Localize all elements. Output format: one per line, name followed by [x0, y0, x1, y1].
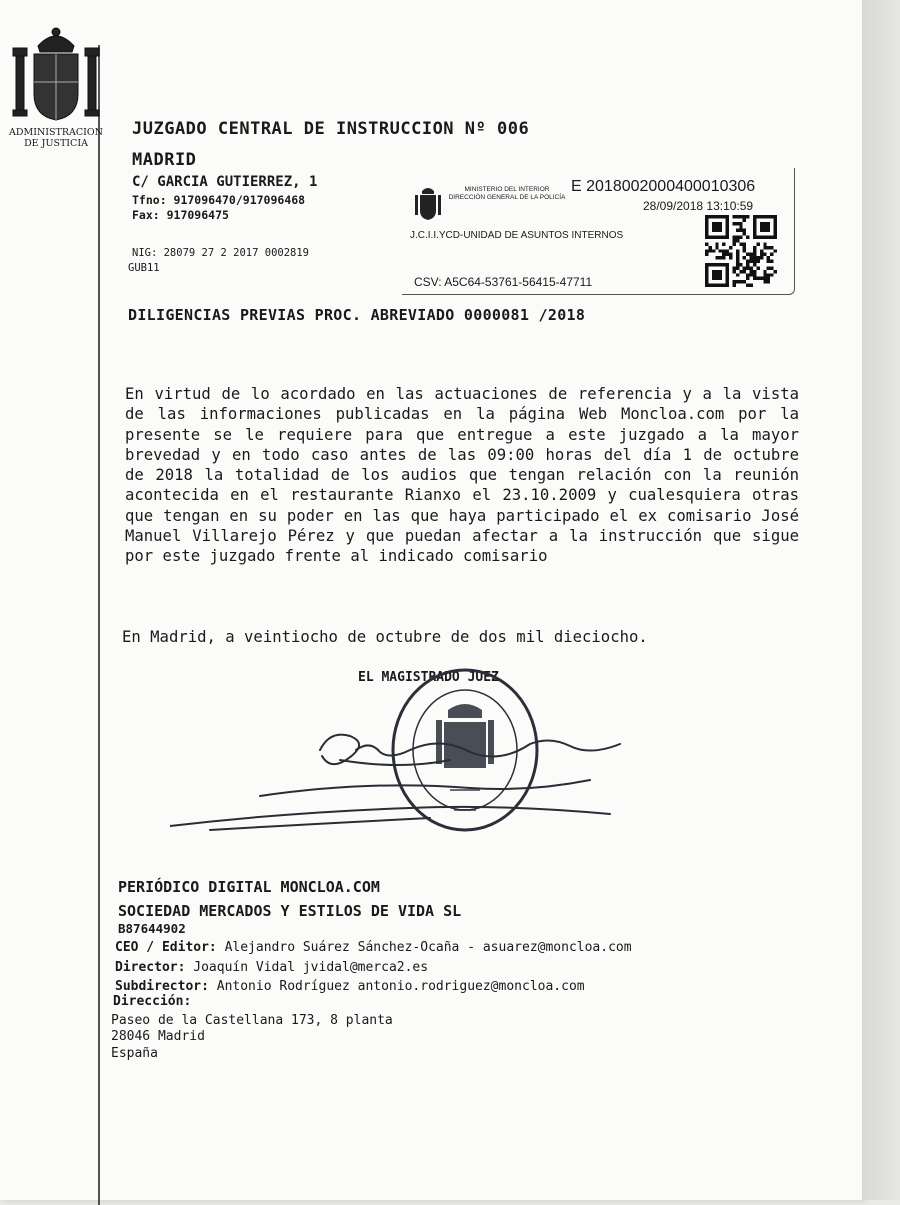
- spanish-crest-icon: [10, 24, 102, 126]
- handwritten-signature: [170, 700, 630, 840]
- csv-code: CSV: A5C64-53761-56415-47711: [414, 275, 593, 289]
- address-label: Dirección:: [113, 994, 192, 1009]
- ceo-line: [115, 940, 632, 955]
- court-name: JUZGADO CENTRAL DE INSTRUCCION Nº 006: [132, 119, 530, 139]
- qr-code-icon: [704, 215, 778, 287]
- court-address: C/ GARCIA GUTIERREZ, 1: [132, 174, 318, 190]
- procedure-reference: DILIGENCIAS PREVIAS PROC. ABREVIADO 0000081 /2018: [128, 306, 586, 324]
- subdirector-value: Antonio Rodríguez antonio.rodriguez@moncloa.com: [208, 979, 585, 994]
- recipient-tax-id: B87644902: [118, 921, 186, 936]
- address-street: Paseo de la Castellana 173, 8 planta: [111, 1013, 393, 1028]
- margin-rule: [98, 45, 100, 1205]
- gub-code: GUB11: [128, 262, 160, 274]
- ministry-label: MINISTERIO DEL INTERIOR DIRECCIÓN GENERAL DE LA POLICÍA: [448, 186, 566, 201]
- address-country: España: [111, 1046, 158, 1061]
- ceo-label: CEO / Editor:: [115, 940, 217, 955]
- place-and-date: En Madrid, a veintiocho de octubre de dos mil dieciocho.: [122, 628, 648, 646]
- page-edge-shadow: [862, 0, 900, 1200]
- subdirector-line: [115, 979, 585, 994]
- director-value: Joaquín Vidal jvidal@merca2.es: [185, 960, 429, 975]
- court-phone: Tfno: 917096470/917096468: [132, 193, 306, 207]
- court-fax: Fax: 917096475: [132, 208, 229, 222]
- entry-id: E 2018002000400010306: [571, 178, 756, 195]
- body-paragraph: En virtud de lo acordado en las actuaciones de referencia y a la vista de las informaciones publicadas en la página Web Moncloa.com por la presente se le requiere para que entregue a este juzgado a la mayor brevedad y en todo caso antes de las 09:00 horas del día 1 de octubre de 2018 la totalidad de los audios que tengan relación con la reunión acontecida en el restaurante Rianxo el 23.10.2009 y cualesquiera otras que tengan en su poder en las que haya participado el ex comisario José Manuel Villarejo Pérez y que puedan afectar a la instrucción que sigue por este juzgado frente al indicado comisario: [125, 385, 799, 566]
- address-postal: 28046 Madrid: [111, 1029, 205, 1044]
- administration-label: ADMINISTRACION DE JUSTICIA: [8, 127, 103, 149]
- nig-number: NIG: 28079 27 2 2017 0002819: [132, 247, 310, 259]
- director-label: Director:: [115, 960, 186, 975]
- court-city: MADRID: [132, 150, 197, 170]
- entry-date: 28/09/2018 13:10:59: [643, 199, 754, 213]
- receiving-unit: J.C.I.I.YCD-UNIDAD DE ASUNTOS INTERNOS: [410, 230, 624, 241]
- signatory-title: EL MAGISTRADO JUEZ: [358, 670, 499, 685]
- ceo-value: Alejandro Suárez Sánchez-Ocaña - asuarez@moncloa.com: [216, 940, 632, 955]
- recipient-company: SOCIEDAD MERCADOS Y ESTILOS DE VIDA SL: [118, 902, 462, 920]
- recipient-name: PERIÓDICO DIGITAL MONCLOA.COM: [118, 878, 380, 896]
- subdirector-label: Subdirector:: [115, 979, 209, 994]
- director-line: [115, 960, 428, 975]
- ministry-crest-icon: [414, 185, 442, 221]
